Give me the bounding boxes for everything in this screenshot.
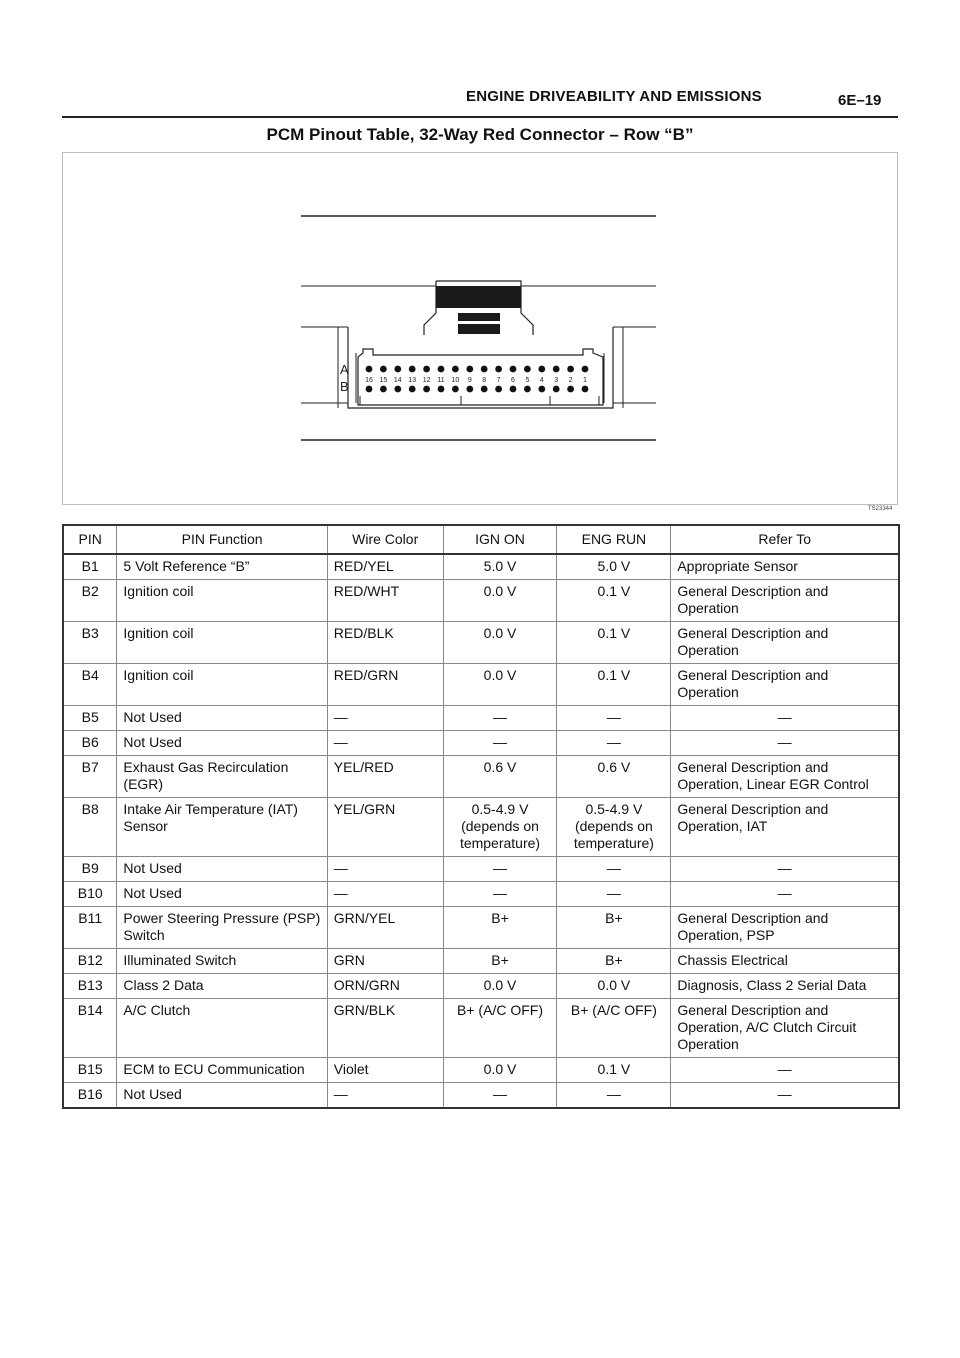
cell-wire: —: [327, 706, 443, 731]
cell-refer-to: Chassis Electrical: [671, 949, 899, 974]
pin-a: [409, 366, 416, 373]
cell-wire: GRN/BLK: [327, 999, 443, 1058]
cell-ign-on: —: [443, 1083, 557, 1109]
table-row: [63, 798, 899, 857]
column-header: PIN: [63, 525, 117, 554]
cell-pin: B9: [63, 857, 117, 882]
cell-ign-on: 0.0 V: [443, 664, 557, 706]
cell-refer-to: General Description and Operation, Linear EGR Control: [671, 756, 899, 798]
cell-ign-on: 0.5-4.9 V (depends on temperature): [443, 798, 557, 857]
cell-ign-on: B+ (A/C OFF): [443, 999, 557, 1058]
table-row: [63, 999, 899, 1058]
cell-wire: GRN: [327, 949, 443, 974]
cell-eng-run: —: [557, 1083, 671, 1109]
pin-b: [582, 386, 589, 393]
cell-eng-run: —: [557, 706, 671, 731]
pin-a: [394, 366, 401, 373]
table-row: [63, 1058, 899, 1083]
cell-refer-to: —: [671, 1058, 899, 1083]
cell-function: Not Used: [117, 882, 327, 907]
pin-b: [380, 386, 387, 393]
cell-ign-on: 0.0 V: [443, 622, 557, 664]
cell-eng-run: 0.0 V: [557, 974, 671, 999]
cell-eng-run: 0.1 V: [557, 580, 671, 622]
column-header: Refer To: [671, 525, 899, 554]
cell-pin: B14: [63, 999, 117, 1058]
cell-ign-on: —: [443, 706, 557, 731]
pin-number-label: 3: [554, 377, 559, 384]
table-row: [63, 580, 899, 622]
cell-eng-run: 0.1 V: [557, 664, 671, 706]
cell-refer-to: General Description and Operation: [671, 622, 899, 664]
pin-number-label: 8: [482, 377, 487, 384]
cell-function: Ignition coil: [117, 622, 327, 664]
pin-a: [452, 366, 459, 373]
pin-b: [524, 386, 531, 393]
cell-pin: B2: [63, 580, 117, 622]
pin-row-b: [366, 386, 589, 393]
pin-number-label: 14: [393, 377, 402, 384]
pin-number-label: 10: [451, 377, 460, 384]
pin-a: [380, 366, 387, 373]
cell-function: Ignition coil: [117, 580, 327, 622]
cell-eng-run: 0.5-4.9 V (depends on temperature): [557, 798, 671, 857]
cell-wire: —: [327, 1083, 443, 1109]
cell-pin: B12: [63, 949, 117, 974]
cell-wire: RED/GRN: [327, 664, 443, 706]
cell-refer-to: —: [671, 1083, 899, 1109]
cell-eng-run: B+: [557, 949, 671, 974]
cell-refer-to: —: [671, 857, 899, 882]
pin-labels: [365, 377, 587, 384]
cell-wire: —: [327, 731, 443, 756]
cell-ign-on: —: [443, 857, 557, 882]
pin-row-a: [366, 366, 589, 373]
cell-refer-to: Diagnosis, Class 2 Serial Data: [671, 974, 899, 999]
cell-refer-to: Appropriate Sensor: [671, 554, 899, 580]
row-label-a: A: [340, 362, 349, 377]
pin-a: [553, 366, 560, 373]
table-row: [63, 731, 899, 756]
column-header: IGN ON: [443, 525, 557, 554]
pin-b: [538, 386, 545, 393]
column-header: ENG RUN: [557, 525, 671, 554]
pin-a: [423, 366, 430, 373]
pin-a: [438, 366, 445, 373]
column-header: Wire Color: [327, 525, 443, 554]
pin-a: [481, 366, 488, 373]
figure-code: TS23344: [868, 506, 893, 512]
cell-function: 5 Volt Reference “B”: [117, 554, 327, 580]
cell-ign-on: 0.0 V: [443, 1058, 557, 1083]
cell-pin: B7: [63, 756, 117, 798]
cell-refer-to: General Description and Operation, PSP: [671, 907, 899, 949]
pin-number-label: 2: [568, 377, 573, 384]
cell-eng-run: B+: [557, 907, 671, 949]
cell-function: Ignition coil: [117, 664, 327, 706]
table-row: [63, 664, 899, 706]
pin-a: [366, 366, 373, 373]
table-row: [63, 622, 899, 664]
pin-number-label: 4: [539, 377, 544, 384]
table-body: [63, 554, 899, 1108]
cell-ign-on: B+: [443, 907, 557, 949]
page-title: PCM Pinout Table, 32-Way Red Connector – Row “B”: [266, 125, 694, 144]
pin-b: [481, 386, 488, 393]
cell-ign-on: B+: [443, 949, 557, 974]
table-row: [63, 907, 899, 949]
cell-pin: B11: [63, 907, 117, 949]
pin-b: [495, 386, 502, 393]
cell-eng-run: 0.1 V: [557, 1058, 671, 1083]
pin-b: [452, 386, 459, 393]
pin-a: [510, 366, 517, 373]
cell-ign-on: —: [443, 731, 557, 756]
cell-ign-on: 5.0 V: [443, 554, 557, 580]
table-row: [63, 756, 899, 798]
row-label-b: B: [340, 379, 349, 394]
cell-eng-run: —: [557, 857, 671, 882]
cell-pin: B16: [63, 1083, 117, 1109]
pin-a: [466, 366, 473, 373]
pin-b: [409, 386, 416, 393]
section-header: ENGINE DRIVEABILITY AND EMISSIONS: [466, 88, 762, 105]
connector-figure: [62, 152, 898, 505]
header-rule: [62, 116, 898, 118]
cell-pin: B13: [63, 974, 117, 999]
cell-wire: Violet: [327, 1058, 443, 1083]
pin-b: [510, 386, 517, 393]
cell-function: Illuminated Switch: [117, 949, 327, 974]
pin-number-label: 1: [583, 377, 587, 384]
pin-b: [394, 386, 401, 393]
table-header-row: [63, 525, 899, 554]
cell-function: ECM to ECU Communication: [117, 1058, 327, 1083]
pin-b: [438, 386, 445, 393]
table-row: [63, 974, 899, 999]
pin-a: [567, 366, 574, 373]
cell-function: Not Used: [117, 857, 327, 882]
cell-pin: B15: [63, 1058, 117, 1083]
cell-pin: B8: [63, 798, 117, 857]
cell-eng-run: —: [557, 882, 671, 907]
pin-number-label: 9: [467, 377, 472, 384]
cell-refer-to: General Description and Operation, IAT: [671, 798, 899, 857]
pin-number-label: 7: [496, 377, 501, 384]
connector-drawing: [63, 153, 897, 504]
pin-number-label: 11: [437, 377, 445, 384]
cell-eng-run: 5.0 V: [557, 554, 671, 580]
cell-wire: RED/WHT: [327, 580, 443, 622]
pin-number-label: 13: [408, 377, 417, 384]
table-row: [63, 949, 899, 974]
pin-number-label: 16: [365, 377, 373, 384]
cell-function: Class 2 Data: [117, 974, 327, 999]
cell-wire: —: [327, 882, 443, 907]
cell-refer-to: —: [671, 731, 899, 756]
pin-a: [524, 366, 531, 373]
pin-b: [466, 386, 473, 393]
pin-number-label: 5: [525, 377, 530, 384]
pin-b: [423, 386, 430, 393]
cell-eng-run: 0.1 V: [557, 622, 671, 664]
pin-a: [495, 366, 502, 373]
page-number: 6E–19: [838, 92, 882, 109]
cell-eng-run: 0.6 V: [557, 756, 671, 798]
cell-refer-to: General Description and Operation, A/C Clutch Circuit Operation: [671, 999, 899, 1058]
cell-wire: GRN/YEL: [327, 907, 443, 949]
cell-wire: YEL/RED: [327, 756, 443, 798]
cell-function: A/C Clutch: [117, 999, 327, 1058]
cell-function: Not Used: [117, 706, 327, 731]
cell-eng-run: —: [557, 731, 671, 756]
pin-number-label: 12: [422, 377, 431, 384]
cell-function: Power Steering Pressure (PSP) Switch: [117, 907, 327, 949]
cell-pin: B6: [63, 731, 117, 756]
cell-wire: —: [327, 857, 443, 882]
cell-ign-on: —: [443, 882, 557, 907]
cell-wire: YEL/GRN: [327, 798, 443, 857]
cell-refer-to: —: [671, 706, 899, 731]
pin-number-label: 15: [379, 377, 388, 384]
cell-refer-to: General Description and Operation: [671, 580, 899, 622]
cell-wire: RED/BLK: [327, 622, 443, 664]
cell-pin: B4: [63, 664, 117, 706]
table-row: [63, 1083, 899, 1109]
pin-a: [582, 366, 589, 373]
table-row: [63, 857, 899, 882]
cell-refer-to: —: [671, 882, 899, 907]
cell-pin: B1: [63, 554, 117, 580]
table-row: [63, 706, 899, 731]
cell-pin: B3: [63, 622, 117, 664]
pin-b: [366, 386, 373, 393]
cell-pin: B5: [63, 706, 117, 731]
pin-a: [538, 366, 545, 373]
pin-number-label: 6: [511, 377, 515, 384]
cell-refer-to: General Description and Operation: [671, 664, 899, 706]
column-header: PIN Function: [117, 525, 327, 554]
cell-pin: B10: [63, 882, 117, 907]
cell-wire: RED/YEL: [327, 554, 443, 580]
cell-function: Exhaust Gas Recirculation (EGR): [117, 756, 327, 798]
table-row: [63, 882, 899, 907]
table-row: [63, 554, 899, 580]
cell-ign-on: 0.0 V: [443, 580, 557, 622]
cell-ign-on: 0.6 V: [443, 756, 557, 798]
cell-wire: ORN/GRN: [327, 974, 443, 999]
pinout-table: [62, 524, 900, 1109]
cell-ign-on: 0.0 V: [443, 974, 557, 999]
cell-function: Not Used: [117, 1083, 327, 1109]
cell-eng-run: B+ (A/C OFF): [557, 999, 671, 1058]
pin-b: [553, 386, 560, 393]
cell-function: Not Used: [117, 731, 327, 756]
pin-b: [567, 386, 574, 393]
cell-function: Intake Air Temperature (IAT) Sensor: [117, 798, 327, 857]
